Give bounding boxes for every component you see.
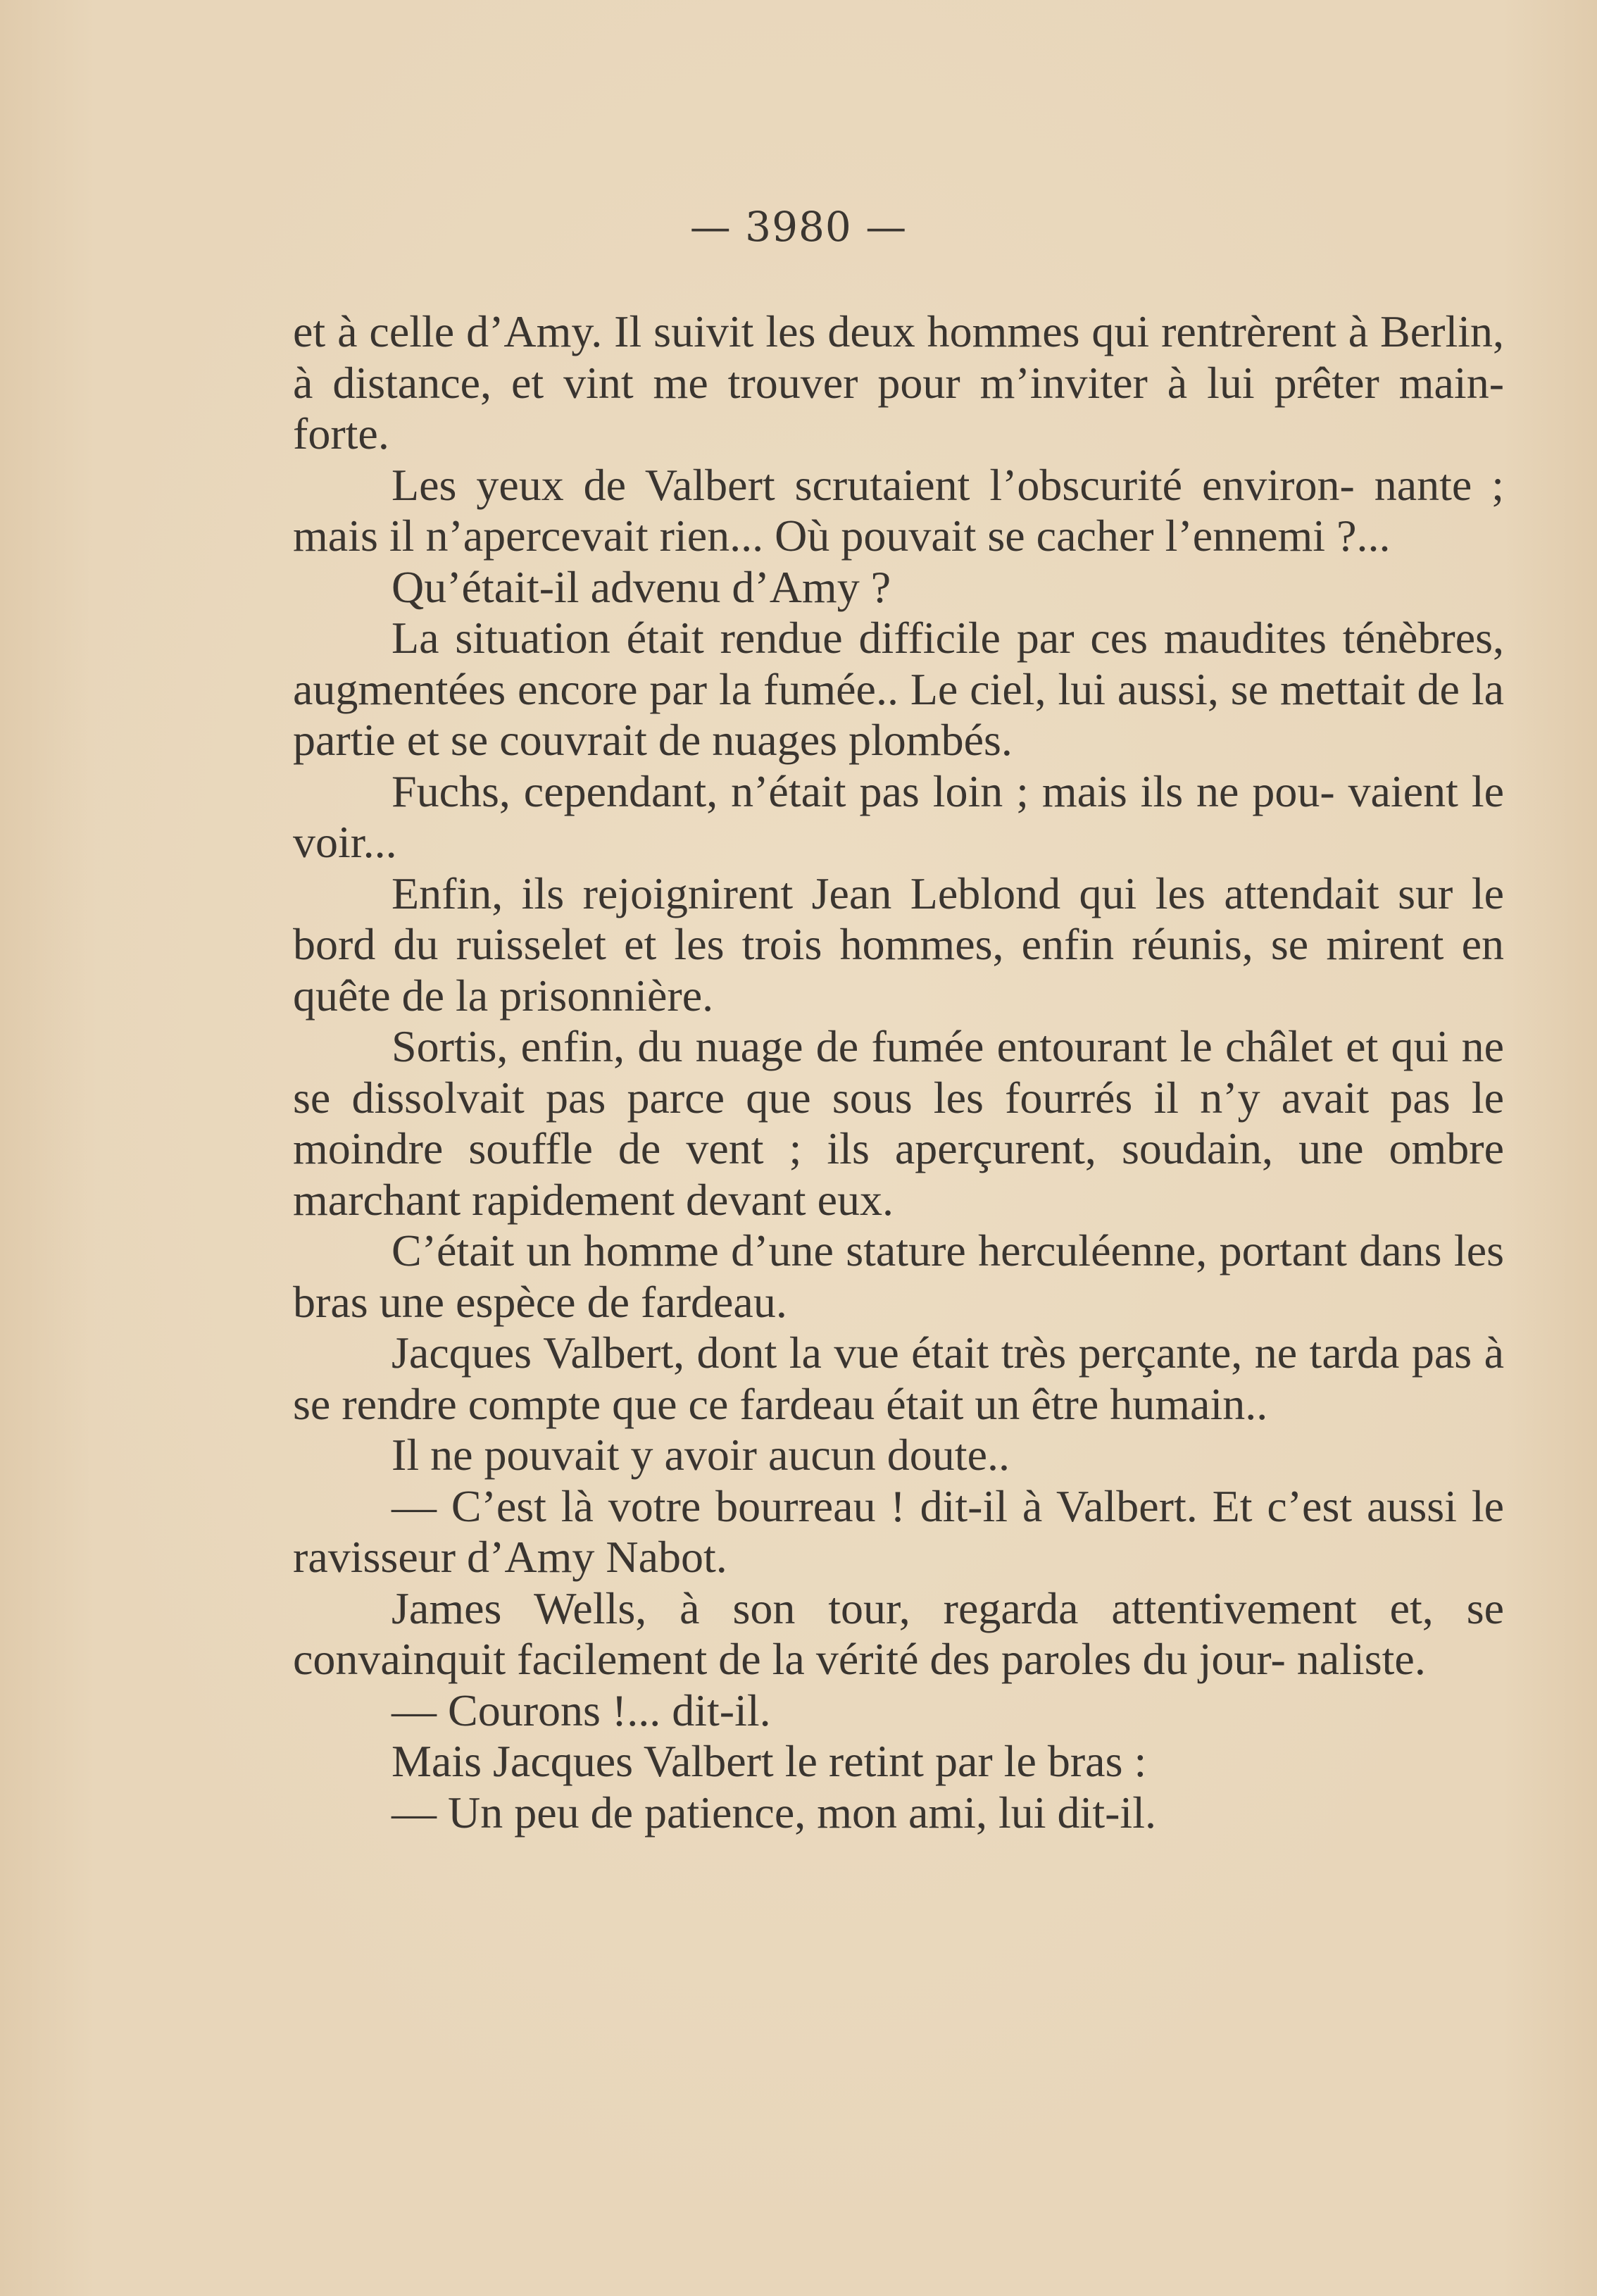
body-text [293,306,1504,1838]
paragraph: James Wells, à son tour, regarda attentivement et, se convainquit facilement de la vérité des paroles du jour- naliste. [293,1583,1504,1684]
paragraph: — C’est là votre bourreau ! dit-il à Valbert. Et c’est aussi le ravisseur d’Amy Nabot. [293,1480,1504,1582]
paragraph: Qu’était-il advenu d’Amy ? [392,561,891,612]
paragraph: Les yeux de Valbert scrutaient l’obscurité environ- nante ; mais il n’apercevait rien... Où pouvait se cacher l’ennemi ?... [293,459,1504,561]
page-number-header: — 3980 — [689,203,908,251]
paragraph: La situation était rendue difficile par ces maudites ténèbres, augmentées encore par la fumée.. Le ciel, lui aussi, se mettait de la partie et se couvrait de nuages plombés. [293,613,1504,765]
paragraph: Jacques Valbert, dont la vue était très perçante, ne tarda pas à se rendre compte que ce fardeau était un être humain.. [293,1328,1504,1429]
paragraph: C’était un homme d’une stature herculéenne, portant dans les bras une espèce de fardeau. [293,1225,1504,1327]
paragraph: Enfin, ils rejoignirent Jean Leblond qui les attendait sur le bord du ruisselet et les trois hommes, enfin réunis, se mirent en quête de la prisonnière. [293,868,1504,1021]
paragraph: — Un peu de patience, mon ami, lui dit-il. [392,1787,1156,1838]
paragraph: — Courons !... dit-il. [392,1685,771,1735]
paragraph: Mais Jacques Valbert le retint par le bras : [392,1736,1147,1786]
paragraph: Sortis, enfin, du nuage de fumée entourant le châlet et qui ne se dissolvait pas parce que sous les fourrés il n’y avait pas le moindre souffle de vent ; ils aperçurent, soudain, une ombre marchant rapidement devant eux. [293,1021,1504,1225]
paragraph: et à celle d’Amy. Il suivit les deux hommes qui rentrèrent à Berlin, à distance, et vint me trouver pour m’inviter à lui prêter main-forte. [293,306,1504,458]
paragraph: Il ne pouvait y avoir aucun doute.. [392,1430,1010,1480]
paragraph: Fuchs, cependant, n’était pas loin ; mais ils ne pou- vaient le voir... [293,766,1504,867]
